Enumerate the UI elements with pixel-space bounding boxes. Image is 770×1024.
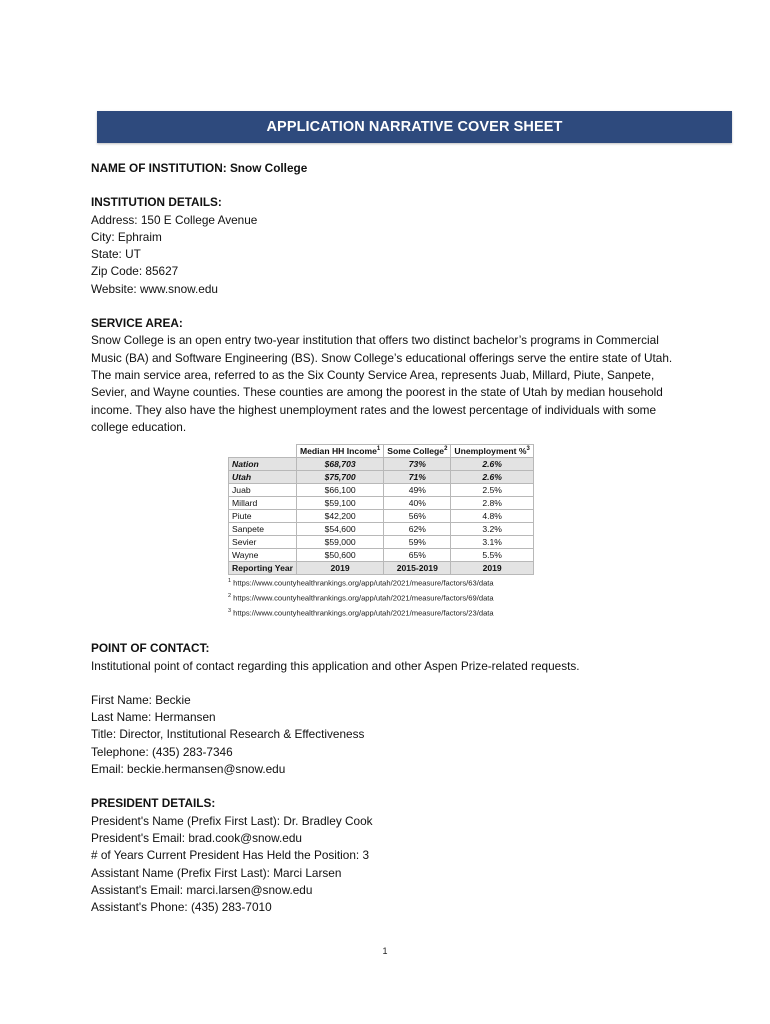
table-cell-income: $59,100: [296, 497, 383, 510]
table-cell-name: Nation: [229, 458, 297, 471]
table-cell-college: 40%: [384, 497, 451, 510]
president-line: # of Years Current President Has Held the Position: 3: [91, 848, 370, 863]
institution-name-label: NAME OF INSTITUTION:: [91, 161, 227, 175]
contact-line: First Name: Beckie: [91, 692, 191, 707]
table-header-unemployment: Unemployment %$^3$: [451, 445, 533, 458]
table-cell-name: Piute: [229, 510, 297, 523]
table-row: [229, 471, 534, 484]
table-row: [229, 497, 534, 510]
county-stats-table-wrap: [228, 444, 548, 575]
table-cell-name: Sevier: [229, 536, 297, 549]
table-cell-name: Millard: [229, 497, 297, 510]
table-cell-income: $75,700: [296, 471, 383, 484]
president-line: Assistant's Phone: (435) 283-7010: [91, 900, 272, 915]
details-line: Zip Code: 85627: [91, 264, 179, 279]
table-cell-income: $59,000: [296, 536, 383, 549]
details-line: Website: www.snow.edu: [91, 281, 218, 296]
table-footnote: $^3$ https://www.countyhealthrankings.org/app/utah/2021/measure/factors/23/data: [228, 608, 494, 618]
table-cell-name: Utah: [229, 471, 297, 484]
table-row: [229, 510, 534, 523]
table-cell-college: 2015-2019: [384, 562, 451, 575]
page-number: 1: [382, 946, 388, 956]
table-cell-unemp: 2.6%: [451, 458, 533, 471]
table-cell-college: 59%: [384, 536, 451, 549]
table-row: [229, 523, 534, 536]
table-cell-name: Juab: [229, 484, 297, 497]
table-header-college: Some College$^2$: [384, 445, 451, 458]
president-heading: PRESIDENT DETAILS:: [91, 796, 216, 811]
table-header-row: [229, 445, 534, 458]
details-line: State: UT: [91, 247, 141, 262]
table-cell-income: $66,100: [296, 484, 383, 497]
service-area-paragraph: Snow College is an open entry two-year institution that offers two distinct bachelor’s programs in Commercial Music (BA) and Software Engineering (BS). Snow College’s educational offerings serve the entire state of Utah. The main service area, referred to as the Six County Service Area, represents Juab, Millard, Piute, Sanpete, Sevier, and Wayne counties. These counties are among the poorest in the state of Utah by median household income. They also have the highest unemployment rates and the lowest percentage of individuals with some college education.: [91, 333, 673, 434]
table-cell-name: Wayne: [229, 549, 297, 562]
table-cell-name: Reporting Year: [229, 562, 297, 575]
contact-heading: POINT OF CONTACT:: [91, 641, 210, 656]
table-cell-income: $42,200: [296, 510, 383, 523]
table-cell-unemp: 4.8%: [451, 510, 533, 523]
president-line: Assistant's Email: marci.larsen@snow.edu: [91, 882, 313, 897]
contact-line: Title: Director, Institutional Research & Effectiveness: [91, 727, 365, 742]
table-row: [229, 484, 534, 497]
service-area-heading: SERVICE AREA:: [91, 316, 183, 331]
table-cell-income: $50,600: [296, 549, 383, 562]
table-cell-college: 71%: [384, 471, 451, 484]
details-heading: INSTITUTION DETAILS:: [91, 195, 222, 210]
table-cell-college: 49%: [384, 484, 451, 497]
contact-line: Telephone: (435) 283-7346: [91, 744, 233, 759]
table-cell-college: 73%: [384, 458, 451, 471]
table-footnote: $^2$ https://www.countyhealthrankings.org/app/utah/2021/measure/factors/69/data: [228, 593, 494, 603]
contact-line: Last Name: Hermansen: [91, 710, 216, 725]
table-row: [229, 562, 534, 575]
president-line: President's Email: brad.cook@snow.edu: [91, 830, 302, 845]
table-footnote: $^1$ https://www.countyhealthrankings.org/app/utah/2021/measure/factors/63/data: [228, 578, 494, 588]
table-header-income: Median HH Income$^1$: [296, 445, 383, 458]
table-row: [229, 536, 534, 549]
president-line: Assistant Name (Prefix First Last): Marci Larsen: [91, 865, 342, 880]
table-cell-income: $68,703: [296, 458, 383, 471]
county-stats-table: [228, 444, 534, 575]
table-cell-college: 65%: [384, 549, 451, 562]
table-cell-income: $54,600: [296, 523, 383, 536]
table-footnotes: [91, 575, 676, 620]
table-cell-name: Sanpete: [229, 523, 297, 536]
table-cell-unemp: 3.2%: [451, 523, 533, 536]
table-cell-unemp: 2019: [451, 562, 533, 575]
contact-intro: Institutional point of contact regarding this application and other Aspen Prize-related requests.: [91, 658, 580, 673]
table-cell-unemp: 2.8%: [451, 497, 533, 510]
table-row: [229, 549, 534, 562]
table-cell-college: 62%: [384, 523, 451, 536]
table-cell-income: 2019: [296, 562, 383, 575]
document-body: [91, 160, 676, 916]
institution-name-value: Snow College: [229, 161, 308, 175]
details-line: City: Ephraim: [91, 229, 162, 244]
president-line: President's Name (Prefix First Last): Dr. Bradley Cook: [91, 813, 373, 828]
cover-sheet-banner: [97, 111, 732, 143]
table-cell-college: 56%: [384, 510, 451, 523]
table-cell-unemp: 3.1%: [451, 536, 533, 549]
table-cell-unemp: 2.5%: [451, 484, 533, 497]
table-cell-unemp: 2.6%: [451, 471, 533, 484]
contact-line: Email: beckie.hermansen@snow.edu: [91, 762, 286, 777]
table-corner: [229, 445, 297, 458]
table-cell-unemp: 5.5%: [451, 549, 533, 562]
details-line: Address: 150 E College Avenue: [91, 212, 258, 227]
table-row: [229, 458, 534, 471]
banner-title: APPLICATION NARRATIVE COVER SHEET: [266, 119, 563, 135]
institution-name: [91, 160, 676, 177]
